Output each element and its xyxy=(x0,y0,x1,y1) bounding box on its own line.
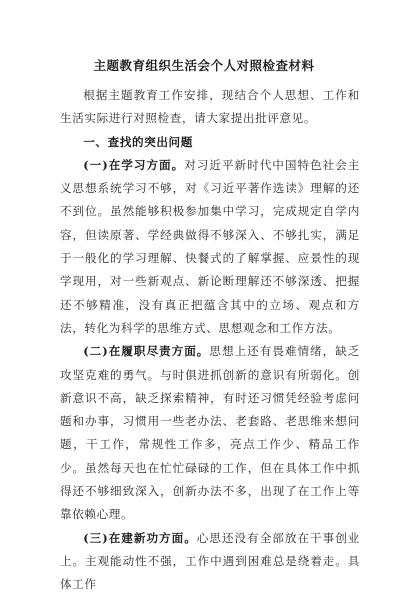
intro-paragraph: 根据主题教育工作安排，现结合个人思想、工作和生活实际进行对照检查，请大家提出批评意见。 xyxy=(60,88,360,126)
section-heading: 一、查找的突出问题 xyxy=(83,134,193,149)
item-paragraph-2 xyxy=(60,340,360,526)
item-body-3: 心思还没有全部放在干事创业上。主观能动性不强，工作中遇到困难总是绕着走。具体工作 xyxy=(60,530,360,592)
item-body-2: 思想上还有畏难情绪，缺乏攻坚克难的勇气。与时俱进抓创新的意识有所弱化。创新意识不高，缺乏探索精神，有时还习惯凭经验考虑问题和办事，习惯用一些老办法、老套路、老思维来想问题，干工作，常规性工作多，亮点工作少、精品工作少。虽然每天也在忙忙碌碌的工作，但在具体工作中抓得还不够细致深入，创新办法不多，出现了在工作上等靠依赖心理。 xyxy=(60,344,360,522)
item-lead-2: (二)在履职尽责方面。 xyxy=(83,344,210,359)
item-paragraph-3 xyxy=(60,527,360,597)
item-paragraph-1 xyxy=(60,154,360,340)
document-title: 主题教育组织生活会个人对照检查材料 xyxy=(93,58,315,73)
item-lead-3: (三)在建新功方面。 xyxy=(83,530,197,545)
document-body xyxy=(60,84,360,597)
item-lead-1: (一)在学习方面。 xyxy=(83,157,185,172)
item-body-1: 对习近平新时代中国特色社会主义思想系统学习不够，对《习近平著作选读》理解的还不到位。虽然能够积极参加集中学习，完成规定自学内容，但读原著、学经典做得不够深入、不够扎实，满足于一般化的学习理解、快餐式的了解掌握、应景性的现学现用，对一些新观点、新论断理解还不够深透、把握还不够精准，没有真正把蕴含其中的立场、观点和方法，转化为科学的思维方式、思想观念和工作方法。 xyxy=(60,157,360,335)
